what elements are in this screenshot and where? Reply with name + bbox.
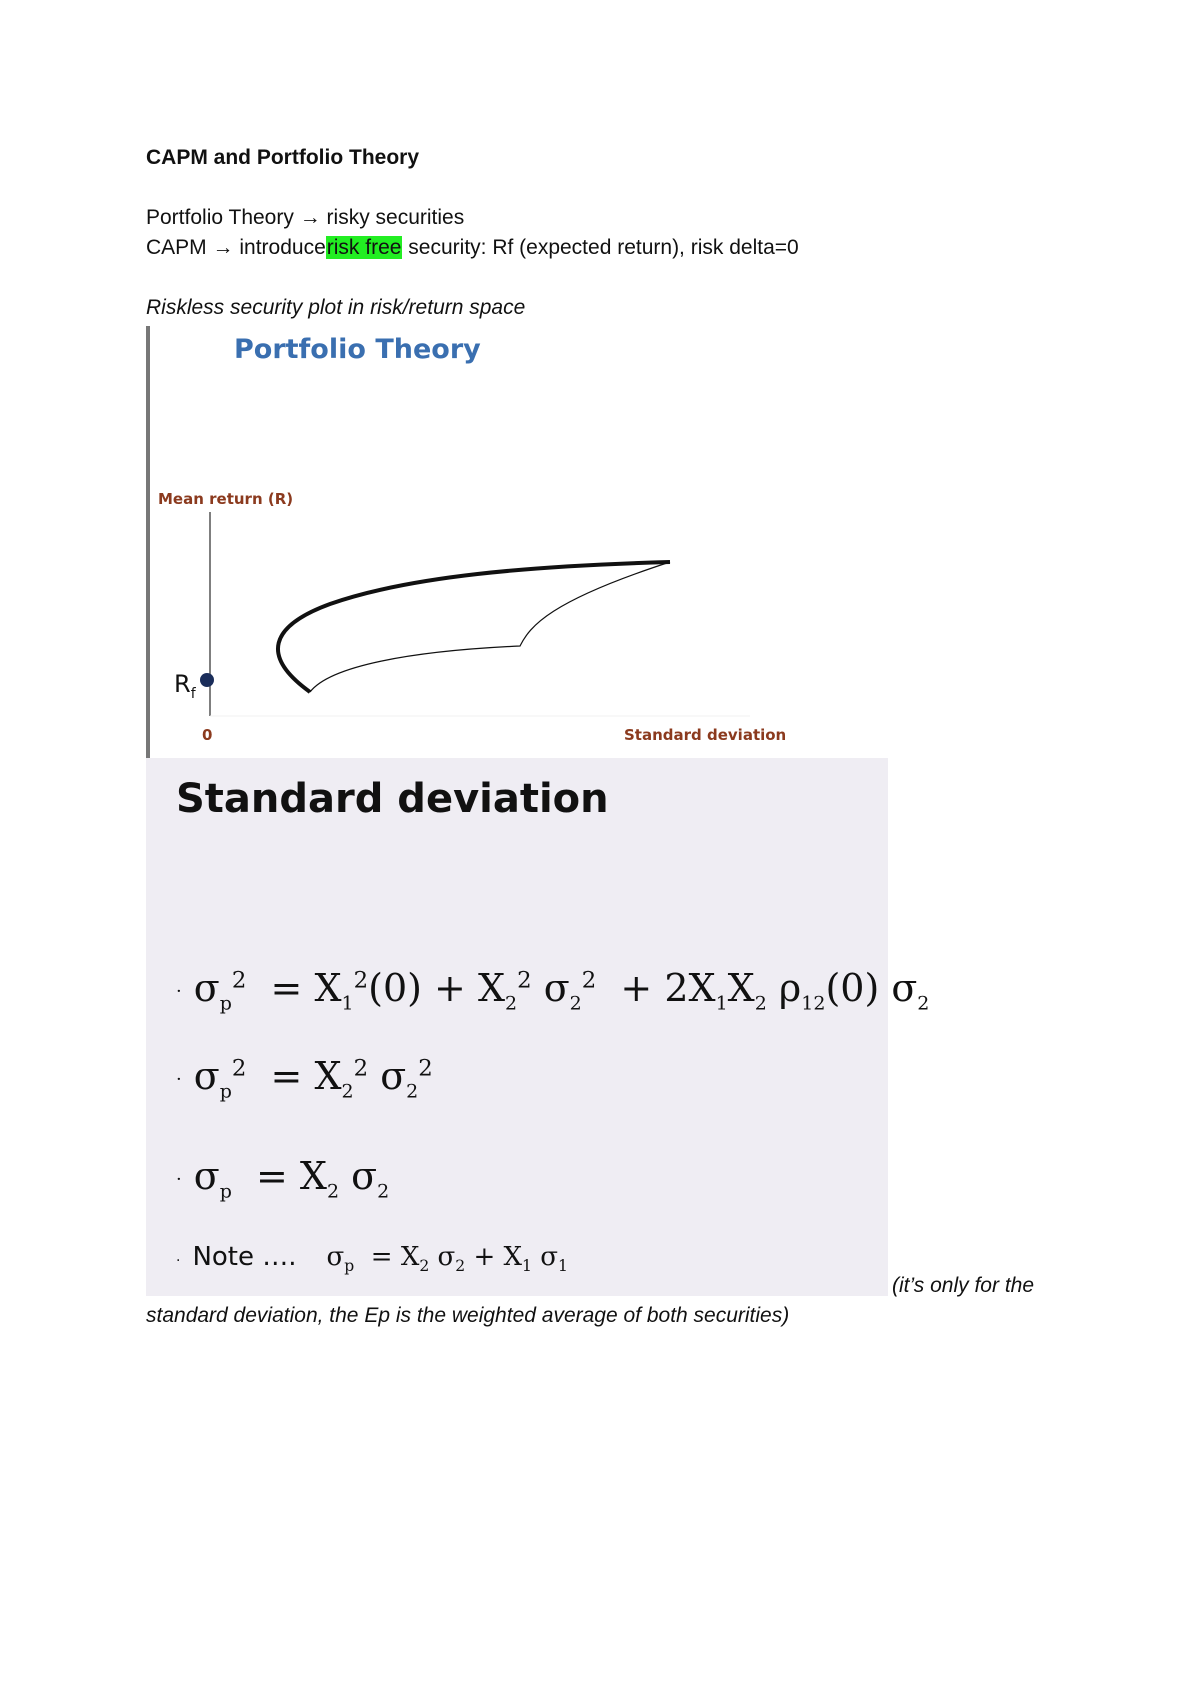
frontier-plot xyxy=(150,326,900,758)
line2-introduce: introduce xyxy=(239,236,326,259)
portfolio-theory-figure xyxy=(146,326,900,758)
note-label: Note …. xyxy=(192,1242,297,1272)
arrow-icon: → xyxy=(299,206,321,229)
equation-variance-full: · $\sigma_p^2 = X_1^2(0) + X_2^2$ $\sigma_2^2 + 2X_1X_2$ $\rho_{12}(0)$ $\sigma_2$ xyxy=(176,966,930,1015)
arrow-icon: → xyxy=(212,236,234,259)
origin-label: 0 xyxy=(202,726,213,744)
line2-suffix: security: Rf (expected return), risk delta=0 xyxy=(408,236,799,259)
caption-riskless: Riskless security plot in risk/return space xyxy=(146,296,526,319)
highlighted-text: risk free xyxy=(326,236,402,259)
feasible-set-curve xyxy=(310,562,670,692)
y-axis-label: Mean return (R) xyxy=(158,490,294,508)
equation-note: · Note …. $\sigma_p = X_2$ $\sigma_2 + X_1$ $\sigma_1$ xyxy=(176,1242,568,1276)
efficient-frontier-curve xyxy=(278,562,670,692)
figure-title: Portfolio Theory xyxy=(234,334,481,365)
line1-prefix: Portfolio Theory xyxy=(146,206,294,229)
slide-title: Standard deviation xyxy=(176,776,609,822)
rf-point xyxy=(200,673,214,687)
document-title: CAPM and Portfolio Theory xyxy=(146,146,419,169)
text-line-capm xyxy=(146,236,799,260)
standard-deviation-slide xyxy=(146,758,930,1296)
equation-stddev: · $\sigma_p = X_2$ $\sigma_2$ xyxy=(176,1154,390,1203)
equation-variance-simple: · $\sigma_p^2 = X_2^2$ $\sigma_2^2$ xyxy=(176,1054,433,1103)
x-axis-label: Standard deviation xyxy=(624,726,787,744)
line2-prefix: CAPM xyxy=(146,236,207,259)
line1-suffix: risky securities xyxy=(326,206,465,229)
rf-label: $R_f$ xyxy=(174,670,196,702)
text-line-portfolio xyxy=(146,206,464,230)
caption-note-b: standard deviation, the Ep is the weighted average of both securities) xyxy=(146,1304,790,1327)
caption-note-a: (it’s only for the xyxy=(892,1274,1035,1297)
